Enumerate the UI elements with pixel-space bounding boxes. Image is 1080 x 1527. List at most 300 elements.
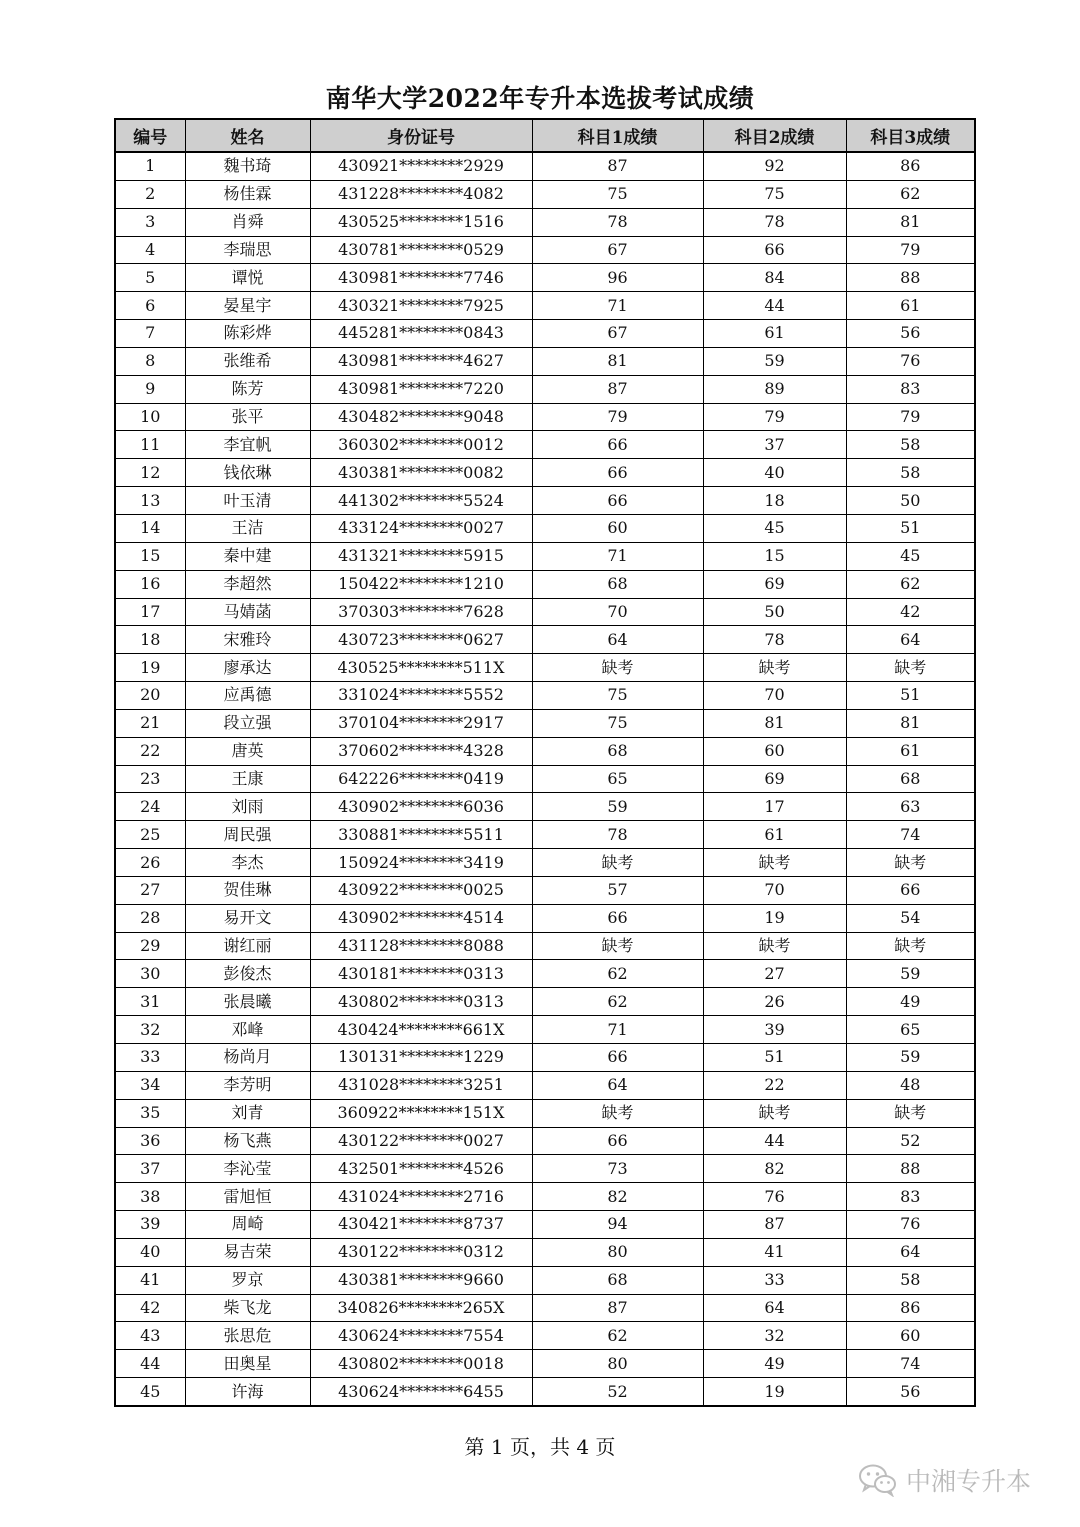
cell-subject1-score: 75 [532,180,703,208]
cell-number: 44 [115,1350,185,1378]
cell-subject3-score: 61 [846,737,975,765]
cell-number: 10 [115,403,185,431]
cell-subject2-score: 26 [703,988,846,1016]
cell-id-number: 430902********6036 [310,793,532,821]
cell-number: 6 [115,292,185,320]
table-row [115,152,975,180]
table-row [115,598,975,626]
cell-number: 11 [115,431,185,459]
cell-name: 段立强 [185,709,310,737]
cell-id-number: 642226********0419 [310,765,532,793]
cell-subject1-score: 87 [532,375,703,403]
cell-subject2-score: 75 [703,180,846,208]
score-table [114,118,976,1407]
cell-subject3-score: 59 [846,960,975,988]
cell-subject3-score: 51 [846,514,975,542]
cell-id-number: 130131********1229 [310,1044,532,1072]
cell-id-number: 150924********3419 [310,849,532,877]
cell-name: 肖舜 [185,208,310,236]
cell-name: 许海 [185,1378,310,1406]
table-row [115,431,975,459]
cell-id-number: 430981********4627 [310,347,532,375]
cell-id-number: 430802********0018 [310,1350,532,1378]
cell-subject1-score: 79 [532,403,703,431]
cell-name: 田奥星 [185,1350,310,1378]
cell-subject3-score: 74 [846,821,975,849]
table-row [115,1238,975,1266]
cell-subject3-score: 52 [846,1127,975,1155]
table-row [115,1322,975,1350]
cell-number: 36 [115,1127,185,1155]
table-row [115,1044,975,1072]
cell-id-number: 150422********1210 [310,570,532,598]
cell-id-number: 370104********2917 [310,709,532,737]
cell-subject2-score: 33 [703,1266,846,1294]
table-row [115,709,975,737]
cell-subject1-score: 71 [532,292,703,320]
cell-subject3-score: 81 [846,709,975,737]
cell-number: 4 [115,236,185,264]
table-row [115,626,975,654]
cell-subject1-score: 81 [532,347,703,375]
cell-subject2-score: 40 [703,459,846,487]
cell-id-number: 431028********3251 [310,1071,532,1099]
column-header-name: 姓名 [185,119,310,152]
cell-id-number: 430381********9660 [310,1266,532,1294]
table-row [115,654,975,682]
cell-id-number: 431024********2716 [310,1183,532,1211]
cell-subject2-score: 27 [703,960,846,988]
page-title: 南华大学2022年专升本选拔考试成绩 [325,84,755,113]
cell-subject3-score: 49 [846,988,975,1016]
table-row [115,904,975,932]
cell-subject1-score: 缺考 [532,654,703,682]
cell-subject2-score: 61 [703,821,846,849]
cell-number: 30 [115,960,185,988]
table-row [115,180,975,208]
cell-subject1-score: 66 [532,459,703,487]
cell-id-number: 430922********0025 [310,876,532,904]
cell-subject3-score: 86 [846,1294,975,1322]
cell-id-number: 360302********0012 [310,431,532,459]
cell-name: 张思危 [185,1322,310,1350]
cell-subject1-score: 67 [532,320,703,348]
table-row [115,570,975,598]
cell-name: 谢红丽 [185,932,310,960]
cell-id-number: 370602********4328 [310,737,532,765]
cell-name: 李瑞思 [185,236,310,264]
cell-name: 张平 [185,403,310,431]
cell-subject1-score: 68 [532,570,703,598]
table-row [115,542,975,570]
cell-subject1-score: 62 [532,1322,703,1350]
cell-subject1-score: 66 [532,1044,703,1072]
cell-subject3-score: 83 [846,375,975,403]
table-row [115,403,975,431]
cell-subject2-score: 15 [703,542,846,570]
watermark-text: 中湘专升本 [906,1467,1032,1496]
cell-name: 李超然 [185,570,310,598]
cell-subject2-score: 64 [703,1294,846,1322]
cell-subject3-score: 60 [846,1322,975,1350]
cell-subject2-score: 缺考 [703,654,846,682]
cell-id-number: 430981********7220 [310,375,532,403]
cell-subject1-score: 缺考 [532,932,703,960]
table-row [115,1071,975,1099]
table-row [115,960,975,988]
table-row [115,264,975,292]
score-table-body [115,152,975,1406]
cell-name: 张维希 [185,347,310,375]
table-row [115,1099,975,1127]
cell-subject3-score: 83 [846,1183,975,1211]
column-header-subject3-score: 科目3成绩 [846,119,975,152]
cell-subject2-score: 45 [703,514,846,542]
cell-number: 25 [115,821,185,849]
cell-name: 刘雨 [185,793,310,821]
cell-subject1-score: 62 [532,988,703,1016]
table-row [115,1378,975,1406]
cell-id-number: 431128********8088 [310,932,532,960]
column-header-id-number: 身份证号 [310,119,532,152]
cell-number: 39 [115,1211,185,1239]
cell-id-number: 441302********5524 [310,487,532,515]
cell-subject1-score: 71 [532,542,703,570]
cell-subject1-score: 82 [532,1183,703,1211]
cell-subject3-score: 64 [846,626,975,654]
cell-name: 罗京 [185,1266,310,1294]
cell-name: 周民强 [185,821,310,849]
cell-number: 32 [115,1016,185,1044]
cell-subject1-score: 59 [532,793,703,821]
cell-subject3-score: 56 [846,1378,975,1406]
table-row [115,1155,975,1183]
cell-subject2-score: 44 [703,292,846,320]
cell-number: 35 [115,1099,185,1127]
cell-subject3-score: 66 [846,876,975,904]
column-header-number: 编号 [115,119,185,152]
cell-id-number: 360922********151X [310,1099,532,1127]
cell-number: 7 [115,320,185,348]
cell-id-number: 430624********7554 [310,1322,532,1350]
cell-id-number: 430921********2929 [310,152,532,180]
table-row [115,487,975,515]
cell-id-number: 430981********7746 [310,264,532,292]
cell-name: 彭俊杰 [185,960,310,988]
cell-subject2-score: 82 [703,1155,846,1183]
cell-name: 钱依琳 [185,459,310,487]
cell-subject2-score: 32 [703,1322,846,1350]
cell-subject3-score: 缺考 [846,654,975,682]
cell-subject3-score: 76 [846,1211,975,1239]
cell-number: 37 [115,1155,185,1183]
cell-id-number: 430321********7925 [310,292,532,320]
cell-id-number: 430381********0082 [310,459,532,487]
table-row [115,459,975,487]
cell-subject3-score: 56 [846,320,975,348]
cell-name: 叶玉清 [185,487,310,515]
cell-subject1-score: 66 [532,904,703,932]
cell-subject2-score: 44 [703,1127,846,1155]
cell-number: 38 [115,1183,185,1211]
table-row [115,1127,975,1155]
table-row [115,1016,975,1044]
cell-subject3-score: 88 [846,1155,975,1183]
cell-number: 43 [115,1322,185,1350]
cell-subject3-score: 74 [846,1350,975,1378]
cell-number: 3 [115,208,185,236]
table-row [115,236,975,264]
cell-subject2-score: 39 [703,1016,846,1044]
cell-id-number: 430624********6455 [310,1378,532,1406]
cell-id-number: 331024********5552 [310,682,532,710]
cell-subject1-score: 66 [532,431,703,459]
cell-number: 26 [115,849,185,877]
cell-subject2-score: 61 [703,320,846,348]
cell-subject3-score: 64 [846,1238,975,1266]
cell-name: 柴飞龙 [185,1294,310,1322]
cell-number: 13 [115,487,185,515]
cell-number: 15 [115,542,185,570]
cell-number: 9 [115,375,185,403]
table-row [115,765,975,793]
cell-name: 刘青 [185,1099,310,1127]
cell-name: 易开文 [185,904,310,932]
cell-subject2-score: 19 [703,904,846,932]
cell-subject1-score: 87 [532,1294,703,1322]
cell-id-number: 430723********0627 [310,626,532,654]
cell-number: 2 [115,180,185,208]
cell-subject2-score: 缺考 [703,849,846,877]
cell-subject1-score: 64 [532,1071,703,1099]
cell-name: 魏书琦 [185,152,310,180]
cell-id-number: 430181********0313 [310,960,532,988]
cell-subject3-score: 58 [846,1266,975,1294]
cell-number: 42 [115,1294,185,1322]
cell-id-number: 430122********0312 [310,1238,532,1266]
table-row [115,932,975,960]
cell-subject1-score: 65 [532,765,703,793]
cell-number: 23 [115,765,185,793]
watermark [858,1460,1031,1500]
cell-subject2-score: 92 [703,152,846,180]
table-row [115,876,975,904]
cell-name: 马婧菡 [185,598,310,626]
cell-number: 21 [115,709,185,737]
cell-id-number: 330881********5511 [310,821,532,849]
cell-number: 22 [115,737,185,765]
cell-subject2-score: 缺考 [703,1099,846,1127]
cell-subject3-score: 50 [846,487,975,515]
cell-subject2-score: 22 [703,1071,846,1099]
cell-subject1-score: 75 [532,709,703,737]
cell-subject1-score: 78 [532,208,703,236]
cell-number: 29 [115,932,185,960]
cell-number: 16 [115,570,185,598]
cell-subject1-score: 80 [532,1350,703,1378]
table-row [115,375,975,403]
cell-subject1-score: 60 [532,514,703,542]
cell-id-number: 430525********511X [310,654,532,682]
cell-subject2-score: 76 [703,1183,846,1211]
cell-name: 唐英 [185,737,310,765]
cell-number: 33 [115,1044,185,1072]
cell-subject3-score: 42 [846,598,975,626]
cell-subject2-score: 70 [703,682,846,710]
table-row [115,793,975,821]
table-row [115,347,975,375]
cell-subject3-score: 缺考 [846,849,975,877]
cell-number: 14 [115,514,185,542]
column-header-subject2-score: 科目2成绩 [703,119,846,152]
cell-subject3-score: 62 [846,180,975,208]
cell-subject1-score: 67 [532,236,703,264]
cell-subject1-score: 66 [532,1127,703,1155]
cell-name: 李沁莹 [185,1155,310,1183]
table-row [115,1266,975,1294]
cell-number: 45 [115,1378,185,1406]
cell-subject3-score: 缺考 [846,1099,975,1127]
cell-subject1-score: 缺考 [532,849,703,877]
cell-subject3-score: 79 [846,403,975,431]
cell-number: 28 [115,904,185,932]
cell-number: 41 [115,1266,185,1294]
cell-number: 27 [115,876,185,904]
cell-number: 31 [115,988,185,1016]
cell-subject2-score: 缺考 [703,932,846,960]
cell-name: 李宜帆 [185,431,310,459]
cell-subject3-score: 61 [846,292,975,320]
cell-name: 廖承达 [185,654,310,682]
cell-name: 王洁 [185,514,310,542]
table-row [115,208,975,236]
cell-subject3-score: 59 [846,1044,975,1072]
cell-number: 1 [115,152,185,180]
cell-subject2-score: 79 [703,403,846,431]
cell-name: 宋雅玲 [185,626,310,654]
cell-subject1-score: 52 [532,1378,703,1406]
cell-subject3-score: 86 [846,152,975,180]
cell-subject2-score: 18 [703,487,846,515]
cell-subject2-score: 78 [703,208,846,236]
cell-subject3-score: 58 [846,431,975,459]
cell-number: 5 [115,264,185,292]
cell-subject2-score: 81 [703,709,846,737]
table-row [115,737,975,765]
cell-subject1-score: 70 [532,598,703,626]
table-row [115,821,975,849]
cell-name: 晏星宇 [185,292,310,320]
cell-subject2-score: 17 [703,793,846,821]
cell-name: 李杰 [185,849,310,877]
cell-subject3-score: 45 [846,542,975,570]
cell-id-number: 430781********0529 [310,236,532,264]
cell-subject3-score: 缺考 [846,932,975,960]
cell-subject3-score: 68 [846,765,975,793]
cell-subject3-score: 76 [846,347,975,375]
cell-subject1-score: 57 [532,876,703,904]
cell-id-number: 432501********4526 [310,1155,532,1183]
table-row [115,1183,975,1211]
table-row [115,1211,975,1239]
cell-subject1-score: 缺考 [532,1099,703,1127]
cell-name: 杨尚月 [185,1044,310,1072]
cell-subject3-score: 88 [846,264,975,292]
cell-subject1-score: 87 [532,152,703,180]
cell-subject3-score: 58 [846,459,975,487]
cell-subject2-score: 87 [703,1211,846,1239]
table-row [115,514,975,542]
cell-name: 谭悦 [185,264,310,292]
cell-number: 8 [115,347,185,375]
cell-number: 12 [115,459,185,487]
table-header-row [115,119,975,152]
cell-number: 34 [115,1071,185,1099]
cell-name: 贺佳琳 [185,876,310,904]
table-row [115,682,975,710]
cell-subject1-score: 64 [532,626,703,654]
table-row [115,1294,975,1322]
cell-subject1-score: 96 [532,264,703,292]
cell-subject1-score: 80 [532,1238,703,1266]
cell-subject2-score: 60 [703,737,846,765]
cell-subject3-score: 48 [846,1071,975,1099]
cell-name: 李芳明 [185,1071,310,1099]
cell-subject2-score: 49 [703,1350,846,1378]
cell-name: 应禹德 [185,682,310,710]
wechat-icon [858,1463,898,1497]
cell-name: 周崎 [185,1211,310,1239]
page-footer: 第 1 页，共 4 页 [464,1435,616,1459]
table-row [115,1350,975,1378]
cell-number: 18 [115,626,185,654]
cell-subject2-score: 50 [703,598,846,626]
table-row [115,849,975,877]
cell-name: 杨飞燕 [185,1127,310,1155]
cell-subject1-score: 73 [532,1155,703,1183]
cell-subject1-score: 78 [532,821,703,849]
cell-subject1-score: 94 [532,1211,703,1239]
cell-name: 雷旭恒 [185,1183,310,1211]
cell-name: 王康 [185,765,310,793]
cell-subject2-score: 70 [703,876,846,904]
cell-subject2-score: 89 [703,375,846,403]
cell-number: 20 [115,682,185,710]
cell-subject2-score: 78 [703,626,846,654]
cell-subject1-score: 66 [532,487,703,515]
cell-subject3-score: 51 [846,682,975,710]
cell-subject2-score: 84 [703,264,846,292]
cell-subject2-score: 59 [703,347,846,375]
cell-subject1-score: 62 [532,960,703,988]
cell-id-number: 430424********661X [310,1016,532,1044]
cell-subject2-score: 41 [703,1238,846,1266]
cell-name: 邓峰 [185,1016,310,1044]
cell-name: 张晨曦 [185,988,310,1016]
table-row [115,320,975,348]
cell-subject3-score: 79 [846,236,975,264]
cell-number: 17 [115,598,185,626]
cell-id-number: 430122********0027 [310,1127,532,1155]
cell-id-number: 431228********4082 [310,180,532,208]
cell-name: 杨佳霖 [185,180,310,208]
cell-subject2-score: 69 [703,570,846,598]
cell-name: 易吉荣 [185,1238,310,1266]
cell-number: 24 [115,793,185,821]
cell-number: 19 [115,654,185,682]
cell-id-number: 430902********4514 [310,904,532,932]
cell-subject2-score: 69 [703,765,846,793]
